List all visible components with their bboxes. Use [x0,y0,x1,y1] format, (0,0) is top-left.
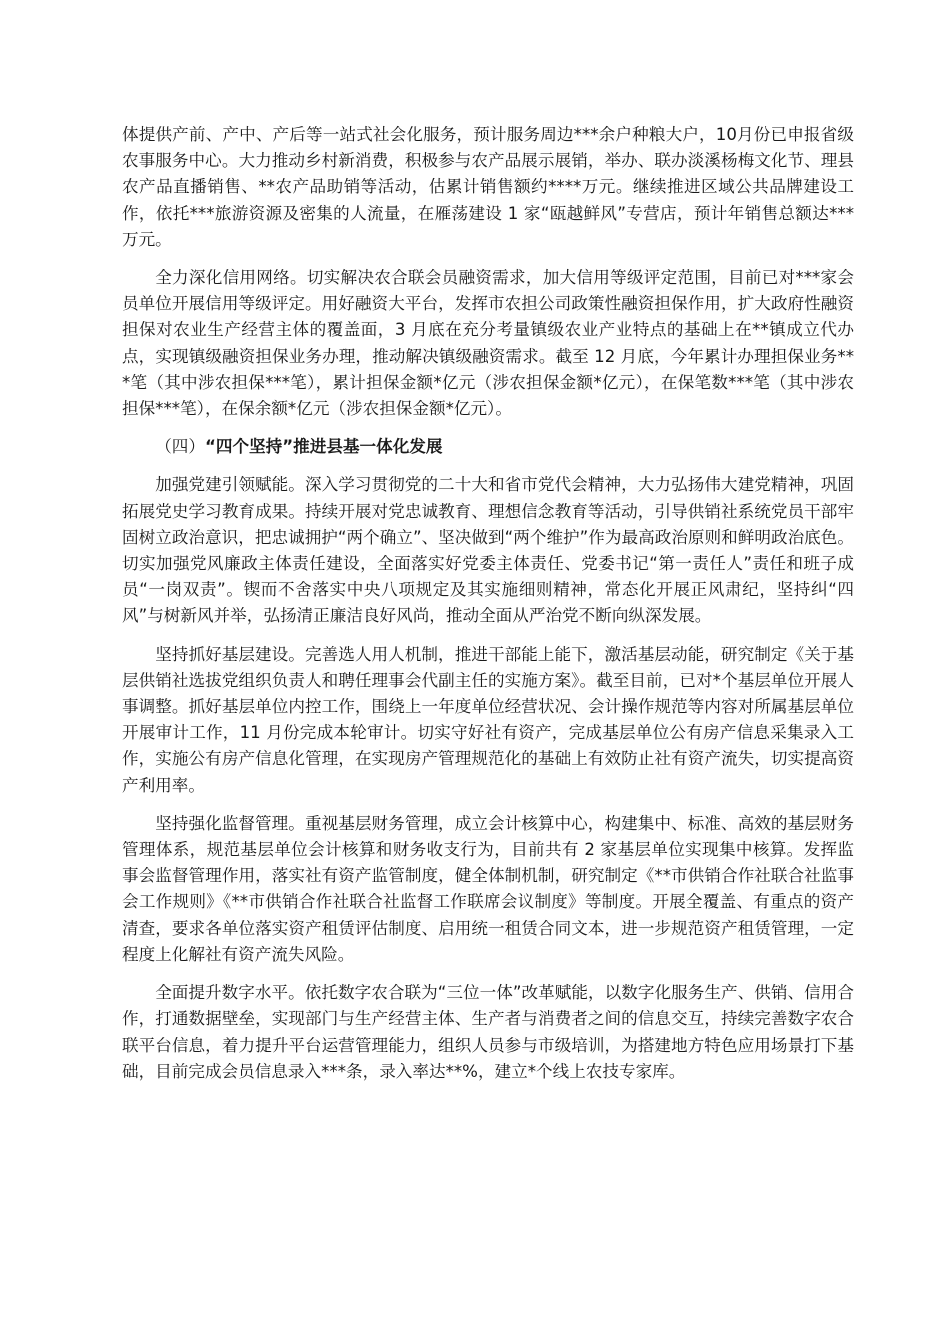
paragraph-credit-network: 全力深化信用网络。切实解决农合联会员融资需求，加大信用等级评定范围，目前已对***家会员单位开展信用等级评定。用好融资大平台，发挥市农担公司政策性融资担保作用，扩大政府性融资担保对农业生产经营主体的覆盖面，3 月底在充分考量镇级农业产业特点的基础上在**镇成立代办点，实现镇级融资担保业务办理，推动解决镇级融资需求。截至 12 月底，今年累计办理担保业务***笔（其中涉农担保***笔），累计担保金额*亿元（涉农担保金额*亿元），在保笔数***笔（其中涉农担保***笔），在保余额*亿元（涉农担保金额*亿元）。 [122,268,854,419]
section-heading [122,434,854,460]
paragraph-grassroots-construction: 坚持抓好基层建设。完善选人用人机制，推进干部能上能下，激活基层动能，研究制定《关于基层供销社选拔党组织负责人和聘任理事会代副主任的实施方案》。截至目前，已对*个基层单位开展人事调整。抓好基层单位内控工作，围绕上一年度单位经营状况、会计操作规范等内容对所属基层单位开展审计工作，11 月份完成本轮审计。切实守好社有资产，完成基层单位公有房产信息采集录入工作，实施公有房产信息化管理，在实现房产管理规范化的基础上有效防止社有资产流失，切实提高资产利用率。 [122,644,854,795]
section-heading-number: （四） [155,437,205,457]
paragraph-digital-level: 全面提升数字水平。依托数字农合联为“三位一体”改革赋能，以数字化服务生产、供销、信用合作，打通数据壁垒，实现部门与生产经营主体、生产者与消费者之间的信息交互，持续完善数字农合联平台信息，着力提升平台运营管理能力，组织人员参与市级培训，为搭建地方特色应用场景打下基础，目前完成会员信息录入***条，录入率达**%，建立*个线上农技专家库。 [122,983,854,1081]
section-heading-title: “四个坚持”推进县基一体化发展 [204,437,443,457]
document-page [122,122,854,1097]
paragraph-party-building: 加强党建引领赋能。深入学习贯彻党的二十大和省市党代会精神，大力弘扬伟大建党精神，巩固拓展党史学习教育成果。持续开展对党忠诚教育、理想信念教育等活动，引导供销社系统党员干部牢固树立政治意识，把忠诚拥护“两个确立”、坚决做到“两个维护”作为最高政治原则和鲜明政治底色。切实加强党风廉政主体责任建设，全面落实好党委主体责任、党委书记“第一责任人”责任和班子成员“一岗双责”。锲而不舍落实中央八项规定及其实施细则精神，常态化开展正风肃纪，坚持纠“四风”与树新风并举，弘扬清正廉洁良好风尚，推动全面从严治党不断向纵深发展。 [122,475,854,626]
paragraph-continuation: 体提供产前、产中、产后等一站式社会化服务，预计服务周边***余户种粮大户，10月份已申报省级农事服务中心。大力推动乡村新消费，积极参与农产品展示展销，举办、联办淡溪杨梅文化节、理县农产品直播销售、**农产品助销等活动，估累计销售额约****万元。继续推进区域公共品牌建设工作，依托***旅游资源及密集的人流量，在雁荡建设 1 家“瓯越鲜风”专营店，预计年销售总额达***万元。 [122,125,854,249]
paragraph-supervision-management: 坚持强化监督管理。重视基层财务管理，成立会计核算中心，构建集中、标准、高效的基层财务管理体系，规范基层单位会计核算和财务收支行为，目前共有 2 家基层单位实现集中核算。发挥监事会监督管理作用，落实社有资产监管制度，健全体制机制，研究制定《**市供销合作社联合社监事会工作规则》《**市供销合作社联合社监督工作联席会议制度》等制度。开展全覆盖、有重点的资产清查，要求各单位落实资产租赁评估制度、启用统一租赁合同文本，进一步规范资产租赁管理，一定程度上化解社有资产流失风险。 [122,813,854,964]
